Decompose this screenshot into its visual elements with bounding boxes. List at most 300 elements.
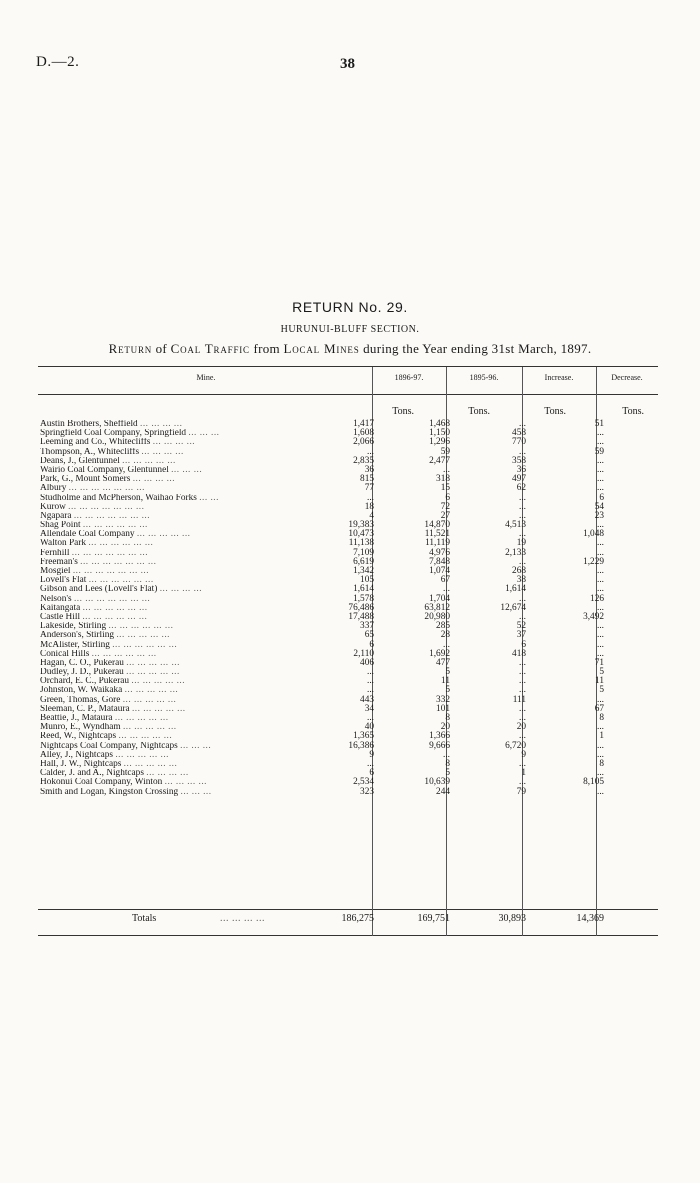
leader-dots: ... ... ... ... ... ... <box>82 521 148 531</box>
cell-1895-96: 5 <box>445 768 450 779</box>
table-row <box>40 613 660 622</box>
leader-dots: ... ... ... <box>171 465 203 475</box>
caption-coal-traffic: Coal Traffic <box>170 341 250 356</box>
cell-1896-97: ... <box>367 713 374 723</box>
mine-label: Orchard, E. C., Pukerau <box>40 677 130 687</box>
section-title: HURUNUI-BLUFF SECTION. <box>280 324 420 335</box>
leader-dots: ... ... <box>199 493 219 503</box>
cell-1895-96: ... <box>443 464 450 475</box>
cell-increase: 20 <box>516 722 526 733</box>
caption-rest: during the Year ending 31st March, 1897. <box>363 341 592 356</box>
cell-1896-97: 18 <box>364 501 374 512</box>
leader-dots: ... ... ... ... ... <box>123 759 178 769</box>
cell-1896-97: 77 <box>364 483 374 494</box>
mine-name <box>40 778 372 787</box>
cell-decrease: 8 <box>599 713 604 723</box>
cell-1896-97: 815 <box>360 474 374 485</box>
cell-increase: 2,133 <box>505 547 526 558</box>
mine-label: Calder, J. and A., Nightcaps <box>40 769 144 779</box>
cell-1895-96: 20 <box>440 722 450 733</box>
caption-from: from <box>253 341 280 356</box>
cell-1895-96: 72 <box>440 501 450 512</box>
cell-1896-97: 40 <box>364 722 374 733</box>
leader-dots: ... ... ... ... <box>146 769 189 779</box>
cell-1896-97: 7,109 <box>353 547 374 558</box>
mine-name <box>40 448 372 457</box>
cell-decrease: ... <box>597 428 604 439</box>
cell-1896-97: ... <box>367 676 374 687</box>
table-row <box>40 788 660 797</box>
mine-name <box>40 788 372 797</box>
cell-1896-97: 1,614 <box>353 584 374 595</box>
leader-dots: ... ... ... ... ... ... <box>88 576 154 586</box>
cell-decrease: ... <box>597 575 604 586</box>
cell-decrease: ... <box>597 648 604 659</box>
cell-1896-97: 1,608 <box>353 428 374 439</box>
cell-1896-97: 1,417 <box>353 419 374 429</box>
cell-1896-97: 406 <box>360 657 374 668</box>
totals-leader-dots: ... ... ... ... <box>220 913 265 924</box>
mine-name <box>40 641 372 650</box>
cell-1896-97: 16,386 <box>348 740 374 751</box>
cell-1895-96: 15 <box>440 483 450 494</box>
cell-decrease: 1,048 <box>583 529 604 540</box>
mine-label: Hokonui Coal Company, Winton <box>40 778 163 788</box>
mine-name <box>40 576 372 585</box>
totals-top-rule <box>38 909 658 910</box>
mine-label: Hall, J. W., Nightcaps <box>40 759 122 769</box>
cell-increase: ... <box>519 676 526 687</box>
units-1895-96: Tons. <box>468 406 490 417</box>
mine-label: Albury <box>40 484 67 494</box>
mine-label: Austin Brothers, Sheffield <box>40 420 138 429</box>
cell-1895-96: 1,366 <box>429 731 450 742</box>
cell-increase: 770 <box>512 437 526 448</box>
cell-1895-96: 477 <box>436 657 450 668</box>
table-row <box>40 438 660 447</box>
cell-1895-96: 6 <box>445 492 450 503</box>
cell-1895-96: 10,639 <box>424 777 450 788</box>
cell-decrease: 23 <box>594 510 604 521</box>
mine-name <box>40 420 372 429</box>
table-row <box>40 484 660 493</box>
document-code: D.—2. <box>36 54 80 70</box>
cell-increase: 497 <box>512 474 526 485</box>
cell-decrease: ... <box>597 455 604 466</box>
leader-dots: ... ... ... ... ... <box>122 695 177 705</box>
cell-1895-96: 63,812 <box>424 602 450 613</box>
mine-label: Reed, W., Nightcaps <box>40 732 117 742</box>
mine-label: Walton Park <box>40 539 86 549</box>
mine-name <box>40 549 372 558</box>
leader-dots: ... ... ... ... ... ... ... <box>71 548 149 558</box>
mine-name <box>40 732 372 741</box>
leader-dots: ... ... ... <box>188 429 220 439</box>
leader-dots: ... ... ... ... ... <box>131 704 186 714</box>
cell-1895-96: 7,848 <box>429 556 450 567</box>
table-row <box>40 742 660 751</box>
cell-decrease: ... <box>597 768 604 779</box>
cell-decrease: 126 <box>590 593 604 604</box>
cell-1896-97: 105 <box>360 575 374 586</box>
cell-increase: 37 <box>516 630 526 641</box>
cell-1896-97: 4 <box>369 510 374 521</box>
mine-name <box>40 558 372 567</box>
mine-label: Allendale Coal Company <box>40 530 135 540</box>
cell-1895-96: 11,119 <box>425 538 450 549</box>
leader-dots: ... ... ... ... ... <box>122 456 176 466</box>
table-row <box>40 778 660 787</box>
cell-decrease: ... <box>597 749 604 760</box>
mine-name <box>40 503 372 512</box>
cell-decrease: 5 <box>599 685 604 696</box>
cell-decrease: ... <box>597 547 604 558</box>
mine-label: Hagan, C. O., Pukerau <box>40 658 124 668</box>
leader-dots: ... ... ... ... ... <box>131 677 186 687</box>
mine-label: Mosgiel <box>40 567 71 576</box>
leader-dots: ... ... ... ... ... <box>136 530 191 540</box>
caption-local-mines: Local Mines <box>283 341 360 356</box>
leader-dots: ... ... ... ... ... ... ... <box>73 511 151 521</box>
table-row <box>40 650 660 659</box>
mine-label: Smith and Logan, Kingston Crossing <box>40 787 179 797</box>
cell-decrease: 11 <box>595 676 604 687</box>
mine-label: Gibson and Lees (Lovell's Flat) <box>40 585 158 595</box>
cell-decrease: ... <box>597 474 604 485</box>
cell-1895-96: ... <box>443 749 450 760</box>
cell-increase: 9 <box>521 749 526 760</box>
mine-name <box>40 484 372 493</box>
cell-decrease: ... <box>597 538 604 549</box>
cell-increase: ... <box>519 501 526 512</box>
cell-increase: ... <box>519 777 526 788</box>
mine-name <box>40 475 372 484</box>
return-title: RETURN No. 29. <box>292 299 408 315</box>
cell-increase: ... <box>519 703 526 714</box>
mine-name <box>40 668 372 677</box>
cell-decrease: ... <box>597 694 604 705</box>
col-header-increase: Increase. <box>544 373 574 382</box>
mine-label: Shag Point <box>40 521 81 531</box>
table-row <box>40 466 660 475</box>
cell-decrease: ... <box>597 639 604 650</box>
cell-1896-97: 10,473 <box>348 529 374 540</box>
mine-name <box>40 429 372 438</box>
mine-label: Sleeman, C. P., Mataura <box>40 704 130 714</box>
mine-name <box>40 631 372 640</box>
cell-decrease: ... <box>597 786 604 797</box>
units-decrease: Tons. <box>622 406 644 417</box>
mine-name <box>40 512 372 521</box>
leader-dots: ... ... ... ... ... <box>116 631 170 641</box>
cell-1895-96: ... <box>443 639 450 650</box>
table-row <box>40 686 660 695</box>
mine-name <box>40 595 372 604</box>
cell-increase: 418 <box>512 648 526 659</box>
cell-increase: ... <box>519 446 526 457</box>
cell-1896-97: 9 <box>369 749 374 760</box>
cell-1896-97: 17,488 <box>348 611 374 622</box>
totals-decrease: 14,369 <box>576 913 604 924</box>
header-bottom-rule <box>38 394 658 395</box>
cell-decrease: 54 <box>594 501 604 512</box>
mine-name <box>40 466 372 475</box>
leader-dots: ... ... ... ... ... <box>115 750 169 760</box>
mine-name <box>40 457 372 466</box>
cell-1895-96: 5 <box>445 685 450 696</box>
cell-1896-97: 76,486 <box>348 602 374 613</box>
mine-label: Johnston, W. Waikaka <box>40 686 123 696</box>
cell-decrease: 5 <box>599 667 604 678</box>
cell-decrease: ... <box>597 566 604 576</box>
cell-decrease: ... <box>597 602 604 613</box>
page-number: 38 <box>340 56 355 72</box>
table-body <box>40 420 660 797</box>
col-header-1896-97: 1896-97. <box>394 373 424 382</box>
cell-decrease: ... <box>597 621 604 632</box>
cell-increase: ... <box>519 731 526 742</box>
table-row <box>40 585 660 594</box>
mine-name <box>40 659 372 668</box>
cell-decrease: 8 <box>599 758 604 769</box>
cell-1895-96: 1,150 <box>429 428 450 439</box>
cell-increase: ... <box>519 685 526 696</box>
mine-label: Leeming and Co., Whitecliffs <box>40 438 151 448</box>
table-row <box>40 475 660 484</box>
leader-dots: ... ... ... ... ... <box>118 732 173 742</box>
mine-name <box>40 622 372 631</box>
mine-label: Deans, J., Glentunnel <box>40 456 120 466</box>
cell-decrease: ... <box>597 464 604 475</box>
cell-increase: ... <box>519 611 526 622</box>
cell-increase: 62 <box>516 483 526 494</box>
table-row <box>40 631 660 640</box>
mine-label: Thompson, A., Whitecliffs <box>40 447 140 457</box>
leader-dots: ... ... ... ... ... ... <box>88 539 154 549</box>
cell-decrease: 71 <box>594 657 604 668</box>
mine-name <box>40 677 372 686</box>
table-bottom-rule <box>38 935 658 936</box>
cell-1896-97: 2,835 <box>353 455 374 466</box>
cell-1895-96: 285 <box>436 621 450 632</box>
table-row <box>40 576 660 585</box>
cell-1895-96: 101 <box>436 703 450 714</box>
cell-increase: ... <box>519 492 526 503</box>
mine-label: Ngapara <box>40 511 72 521</box>
cell-increase: 12,674 <box>500 602 526 613</box>
table-row <box>40 696 660 705</box>
cell-1895-96: 8 <box>445 758 450 769</box>
mine-label: Fernhill <box>40 548 70 558</box>
mine-label: Kaitangata <box>40 603 81 613</box>
cell-1896-97: ... <box>367 446 374 457</box>
units-1896-97: Tons. <box>392 406 414 417</box>
cell-1896-97: 443 <box>360 694 374 705</box>
cell-1895-96: ... <box>443 584 450 595</box>
cell-1895-96: 318 <box>436 474 450 485</box>
cell-1896-97: ... <box>367 758 374 769</box>
table-row <box>40 677 660 686</box>
leader-dots: ... ... ... ... ... ... ... <box>72 567 150 576</box>
mine-name <box>40 494 372 503</box>
leader-dots: ... ... ... <box>180 787 212 797</box>
cell-increase: 1 <box>521 768 526 779</box>
cell-1896-97: 2,066 <box>353 437 374 448</box>
leader-dots: ... ... ... ... <box>159 585 203 595</box>
mine-name <box>40 696 372 705</box>
cell-increase: ... <box>519 593 526 604</box>
cell-1896-97: 6,619 <box>353 556 374 567</box>
cell-increase: 1,614 <box>505 584 526 595</box>
mine-name <box>40 650 372 659</box>
cell-1896-97: 6 <box>369 768 374 779</box>
cell-1895-96: 67 <box>440 575 450 586</box>
cell-increase: 36 <box>516 464 526 475</box>
cell-decrease: 51 <box>594 419 604 429</box>
cell-1896-97: 36 <box>364 464 374 475</box>
leader-dots: ... ... ... ... ... ... ... <box>68 502 145 512</box>
cell-1896-97: ... <box>367 492 374 503</box>
table-row <box>40 448 660 457</box>
cell-1895-96: 2,477 <box>429 455 450 466</box>
mine-label: Nelson's <box>40 594 72 604</box>
cell-1895-96: 1,468 <box>429 419 450 429</box>
totals-label: Totals <box>132 913 157 924</box>
mine-name <box>40 705 372 714</box>
cell-increase: ... <box>519 758 526 769</box>
totals-row <box>40 912 660 926</box>
mine-label: Lovell's Flat <box>40 576 87 586</box>
mine-name <box>40 521 372 530</box>
cell-1895-96: 332 <box>436 694 450 705</box>
mine-name <box>40 604 372 613</box>
leader-dots: ... ... ... ... <box>132 475 176 485</box>
col-header-decrease: Decrease. <box>611 373 643 382</box>
cell-increase: 52 <box>516 621 526 632</box>
cell-decrease: 6 <box>599 492 604 503</box>
leader-dots: ... ... ... ... ... <box>114 714 169 723</box>
cell-1896-97: 19,383 <box>348 520 374 531</box>
leader-dots: ... ... ... ... ... ... <box>112 640 178 650</box>
mine-label: Freeman's <box>40 557 78 567</box>
mine-label: Dudley, J. D., Pukerau <box>40 668 124 678</box>
cell-decrease: 1,229 <box>583 556 604 567</box>
table-row <box>40 622 660 631</box>
leader-dots: ... ... ... ... ... <box>126 668 180 678</box>
cell-decrease: 3,492 <box>583 611 604 622</box>
cell-1895-96: 1,704 <box>429 593 450 604</box>
cell-decrease: ... <box>597 740 604 751</box>
leader-dots: ... ... ... ... ... ... ... <box>80 557 157 567</box>
mine-name <box>40 742 372 751</box>
mine-label: Springfield Coal Company, Springfield <box>40 429 187 439</box>
cell-1895-96: 244 <box>436 786 450 797</box>
cell-increase: 6 <box>521 639 526 650</box>
cell-increase: 4,513 <box>505 520 526 531</box>
mine-label: Conical Hills <box>40 649 90 659</box>
cell-increase: 111 <box>512 694 526 705</box>
cell-decrease: ... <box>597 584 604 595</box>
cell-increase: 19 <box>516 538 526 549</box>
cell-1896-97: 11,138 <box>348 538 374 549</box>
table-row <box>40 723 660 732</box>
mine-name <box>40 686 372 695</box>
table-row <box>40 714 660 723</box>
cell-decrease: ... <box>597 520 604 531</box>
mine-name <box>40 585 372 594</box>
cell-increase: ... <box>519 529 526 540</box>
cell-1896-97: 1,365 <box>353 731 374 742</box>
cell-decrease: ... <box>597 437 604 448</box>
cell-decrease: ... <box>597 483 604 494</box>
table-row <box>40 494 660 503</box>
mine-name <box>40 760 372 769</box>
cell-increase: 6,720 <box>505 740 526 751</box>
cell-1895-96: 14,870 <box>424 520 450 531</box>
mine-label: Studholme and McPherson, Waihao Forks <box>40 493 197 503</box>
cell-increase: ... <box>519 510 526 521</box>
mine-name <box>40 714 372 723</box>
cell-increase: 79 <box>516 786 526 797</box>
totals-1896-97: 186,275 <box>341 913 374 924</box>
mine-label: Park, G., Mount Somers <box>40 475 131 485</box>
leader-dots: ... ... ... ... ... <box>126 658 180 668</box>
cell-1896-97: ... <box>367 685 374 696</box>
table-row <box>40 641 660 650</box>
cell-1895-96: 1,074 <box>429 566 450 576</box>
table-row <box>40 549 660 558</box>
cell-1895-96: 28 <box>440 630 450 641</box>
cell-1895-96: 4,976 <box>429 547 450 558</box>
table-row <box>40 567 660 576</box>
leader-dots: ... ... ... ... ... ... <box>91 649 157 659</box>
cell-1895-96: 1,692 <box>429 648 450 659</box>
mine-label: McAlister, Stirling <box>40 640 110 650</box>
cell-increase: ... <box>519 713 526 723</box>
cell-1896-97: 2,110 <box>353 648 374 659</box>
cell-1896-97: 65 <box>364 630 374 641</box>
cell-1896-97: 1,342 <box>353 566 374 576</box>
cell-1895-96: 1,296 <box>429 437 450 448</box>
col-header-mine: Mine. <box>196 373 216 382</box>
cell-1896-97: 323 <box>360 786 374 797</box>
cell-decrease: 67 <box>594 703 604 714</box>
mine-name <box>40 751 372 760</box>
table-row <box>40 539 660 548</box>
totals-1895-96: 169,751 <box>417 913 450 924</box>
mine-label: Anderson's, Stirling <box>40 631 114 641</box>
cell-1896-97: 337 <box>360 621 374 632</box>
leader-dots: ... ... ... <box>180 741 212 751</box>
mine-name <box>40 613 372 622</box>
leader-dots: ... ... ... ... ... <box>122 723 177 733</box>
cell-1896-97: 6 <box>369 639 374 650</box>
mine-name <box>40 723 372 732</box>
table-row <box>40 760 660 769</box>
cell-increase: ... <box>519 419 526 429</box>
leader-dots: ... ... ... ... <box>152 438 196 448</box>
cell-1895-96: 27 <box>440 510 450 521</box>
mine-name <box>40 539 372 548</box>
leader-dots: ... ... ... ... ... ... ... <box>68 484 145 494</box>
caption-return: Return <box>108 341 153 356</box>
table-row <box>40 751 660 760</box>
mine-label: Beattie, J., Mataura <box>40 714 113 723</box>
leader-dots: ... ... ... ... <box>140 420 183 429</box>
cell-decrease: ... <box>597 630 604 641</box>
mine-label: Nightcaps Coal Company, Nightcaps <box>40 741 178 751</box>
leader-dots: ... ... ... ... ... ... <box>108 622 174 632</box>
